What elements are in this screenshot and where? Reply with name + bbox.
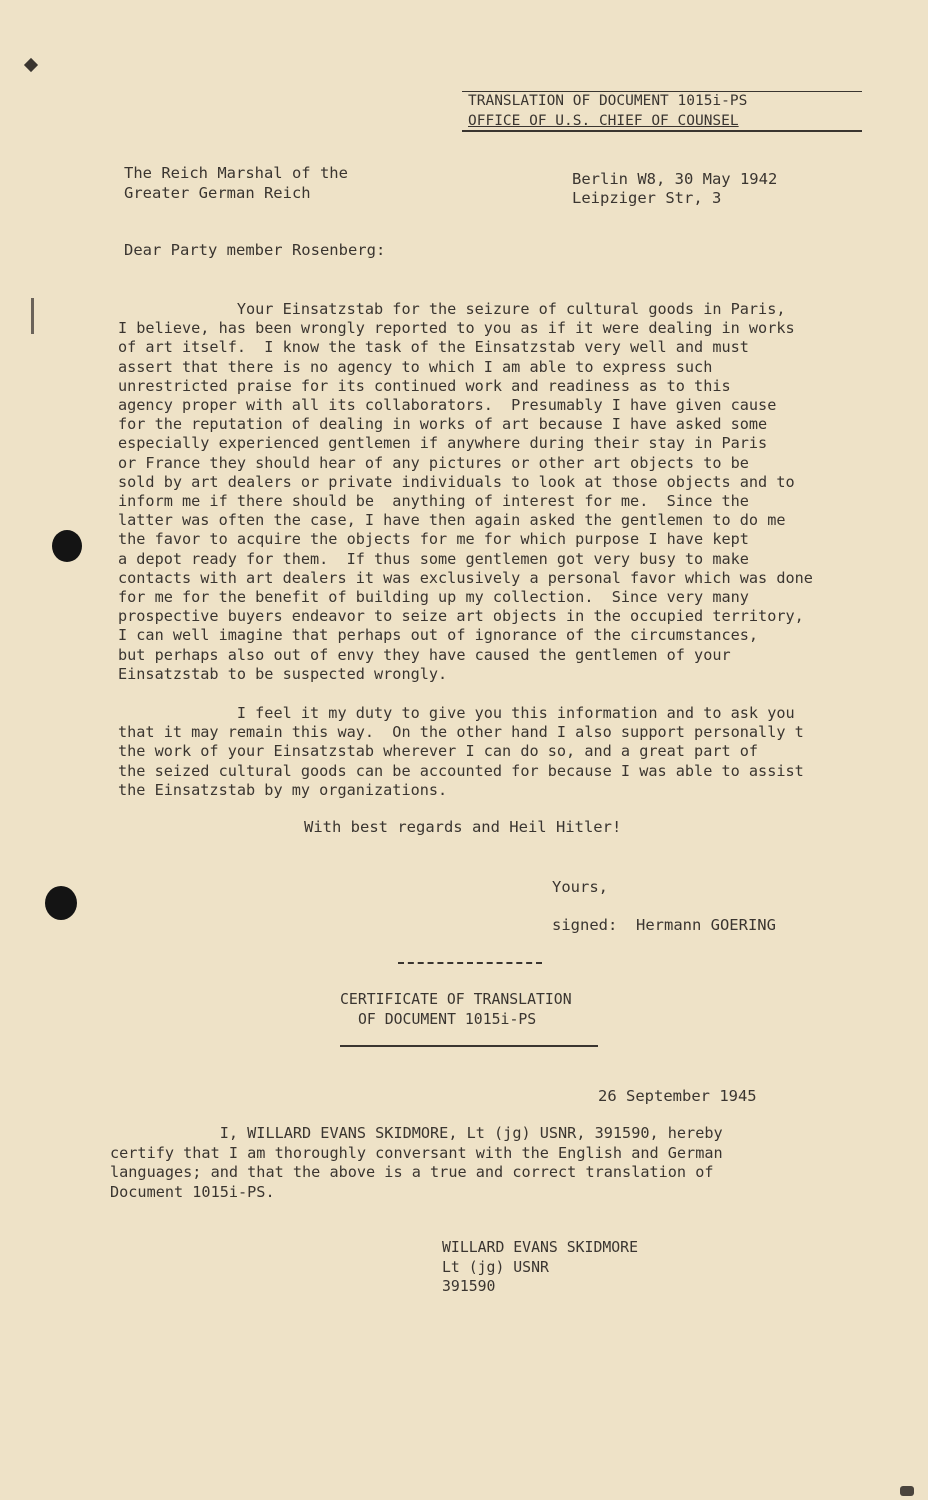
certificate-text-line: languages; and that the above is a true and correct translation of	[110, 1163, 714, 1181]
certifier-name: WILLARD EVANS SKIDMORE	[442, 1239, 638, 1256]
yours-line: Yours,	[552, 878, 608, 896]
salutation: Dear Party member Rosenberg:	[124, 241, 386, 259]
certificate-title-line-1: CERTIFICATE OF TRANSLATION	[340, 991, 572, 1008]
paragraph-line: agency proper with all its collaborators. Presumably I have given cause	[118, 396, 777, 415]
header-rule-bottom	[462, 130, 862, 132]
paragraph-line: I feel it my duty to give you this information and to ask you	[118, 704, 795, 722]
paragraph-line: a depot ready for them. If thus some gentlemen got very busy to make	[118, 549, 749, 568]
certificate-text	[110, 1124, 810, 1202]
closing-line: With best regards and Heil Hitler!	[304, 818, 622, 836]
paragraph-line: for the reputation of dealing in works of art because I have asked some	[118, 415, 768, 434]
paragraph-line: especially experienced gentlemen if anywhere during their stay in Paris	[118, 434, 768, 453]
letter-paragraph-1	[118, 300, 848, 684]
paragraph-line: the work of your Einsatzstab wherever I can do so, and a great part of	[118, 742, 759, 761]
paragraph-line: the Einsatzstab by my organizations.	[118, 780, 448, 799]
margin-mark-top	[24, 58, 38, 72]
signature-line: signed: Hermann GOERING	[552, 916, 776, 934]
corner-smudge	[900, 1486, 914, 1496]
paragraph-line: assert that there is no agency to which I am able to express such	[118, 357, 713, 376]
paragraph-line: unrestricted praise for its continued work and readiness as to this	[118, 376, 731, 395]
paragraph-line: but perhaps also out of envy they have caused the gentlemen of your	[118, 645, 731, 664]
certificate-rule	[340, 1045, 598, 1047]
paragraph-line: Your Einsatzstab for the seizure of cultural goods in Paris,	[118, 300, 786, 318]
place-date-line-2: Leipziger Str, 3	[572, 189, 722, 207]
letter-paragraph-2	[118, 704, 848, 800]
punch-hole-lower	[45, 886, 77, 920]
paragraph-line: contacts with art dealers it was exclusively a personal favor which was done	[118, 568, 813, 587]
paragraph-line: for me for the benefit of building up my collection. Since very many	[118, 588, 749, 607]
certifier-rank: Lt (jg) USNR	[442, 1259, 549, 1276]
paragraph-line: prospective buyers endeavor to seize art objects in the occupied territory,	[118, 607, 804, 626]
paragraph-line: inform me if there should be anything of interest for me. Since the	[118, 492, 749, 511]
paragraph-line: sold by art dealers or private individuals to look at those objects and to	[118, 472, 795, 491]
certificate-title-line-2: OF DOCUMENT 1015i-PS	[358, 1011, 537, 1028]
header-office-title: OFFICE OF U.S. CHIEF OF COUNSEL	[468, 113, 739, 129]
certificate-text-line: I, WILLARD EVANS SKIDMORE, Lt (jg) USNR, 391590, hereby	[110, 1124, 723, 1142]
sender-line-1: The Reich Marshal of the	[124, 164, 348, 182]
place-date-line-1: Berlin W8, 30 May 1942	[572, 170, 778, 188]
paragraph-line: latter was often the case, I have then again asked the gentlemen to do me	[118, 511, 786, 530]
certificate-text-line: certify that I am thoroughly conversant with the English and German	[110, 1143, 723, 1162]
certificate-date: 26 September 1945	[598, 1087, 757, 1105]
sender-line-2: Greater German Reich	[124, 184, 311, 202]
header-rule-top	[462, 91, 862, 92]
paragraph-line: the seized cultural goods can be accounted for because I was able to assist	[118, 761, 804, 780]
header-translation-title: TRANSLATION OF DOCUMENT 1015i-PS	[468, 93, 748, 109]
certificate-text-line: Document 1015i-PS.	[110, 1182, 275, 1201]
paragraph-line: that it may remain this way. On the other hand I also support personally t	[118, 723, 804, 742]
margin-mark-left	[31, 298, 34, 334]
paragraph-line: Einsatzstab to be suspected wrongly.	[118, 664, 448, 683]
separator-dashed	[398, 962, 542, 964]
punch-hole-upper	[52, 530, 82, 562]
paragraph-line: I believe, has been wrongly reported to you as if it were dealing in works	[118, 319, 795, 338]
paragraph-line: of art itself. I know the task of the Einsatzstab very well and must	[118, 338, 749, 357]
paragraph-line: I can well imagine that perhaps out of ignorance of the circumstances,	[118, 626, 759, 645]
paragraph-line: the favor to acquire the objects for me for which purpose I have kept	[118, 530, 749, 549]
paragraph-line: or France they should hear of any pictures or other art objects to be	[118, 453, 749, 472]
certifier-number: 391590	[442, 1278, 496, 1295]
